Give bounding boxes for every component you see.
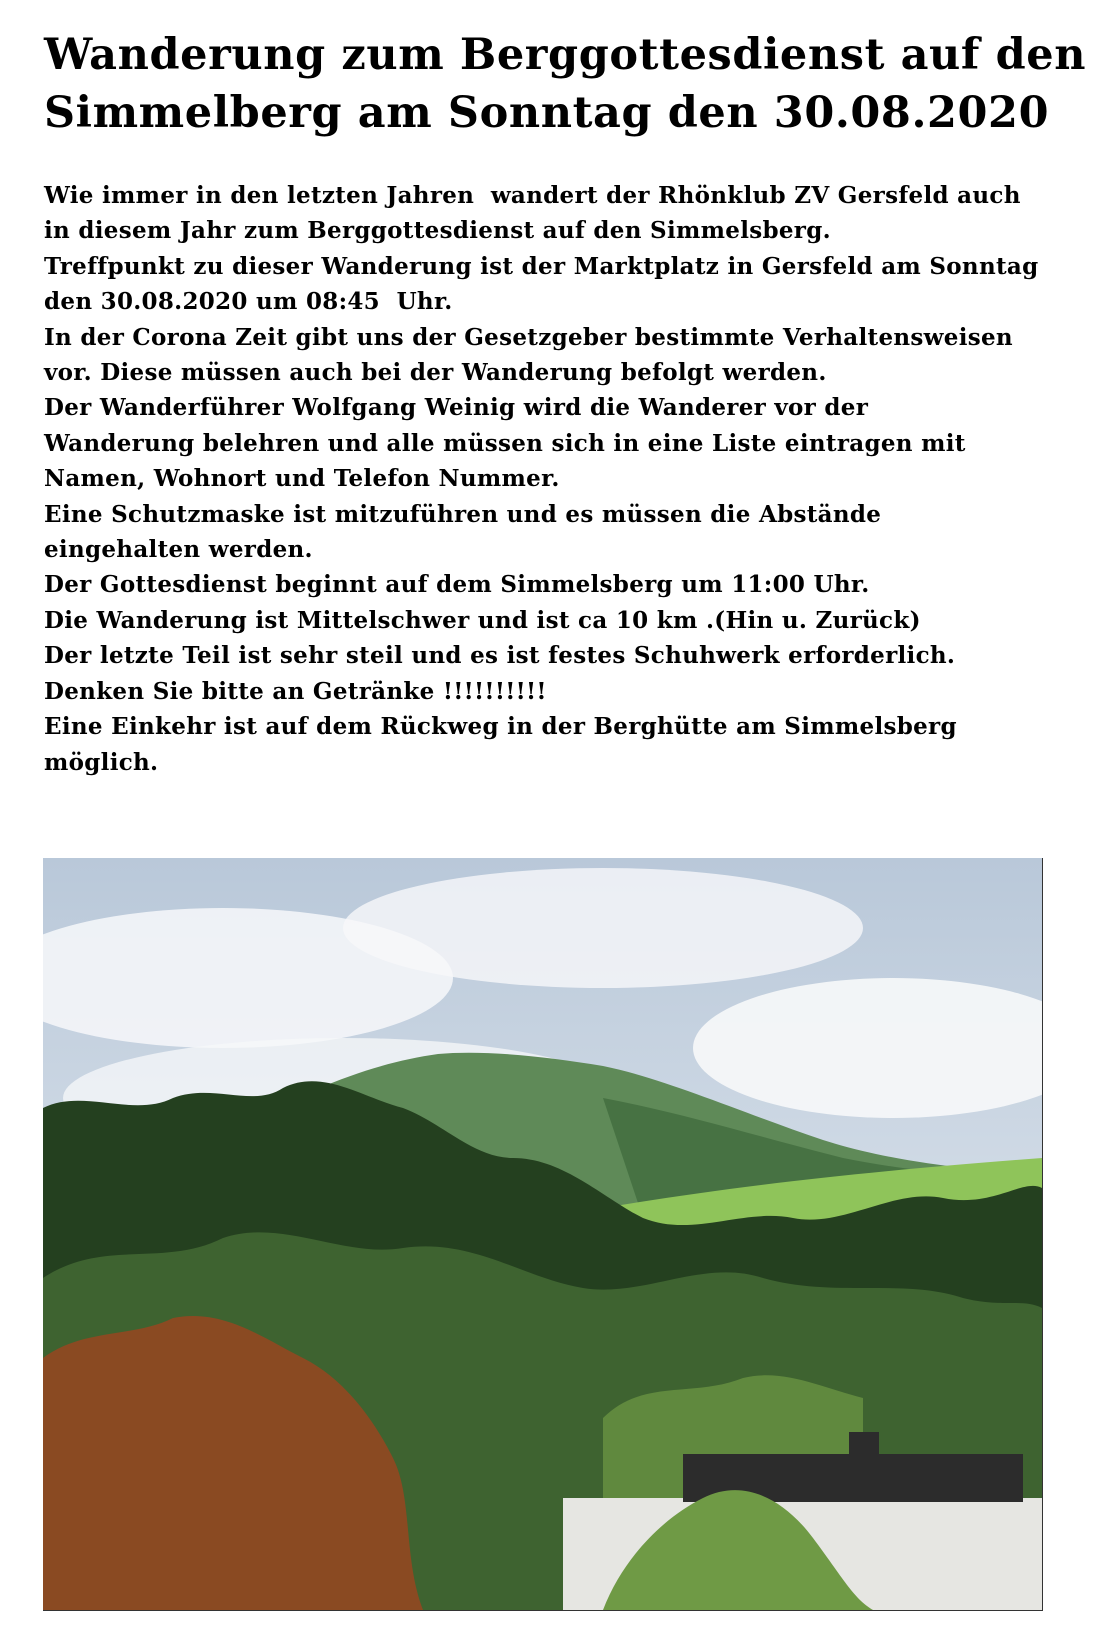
body-line: Wie immer in den letzten Jahren wandert der Rhönklub ZV Gersfeld auch <box>44 182 1021 209</box>
document-title <box>44 26 1087 142</box>
body-line: Der Wanderführer Wolfgang Weinig wird die Wanderer vor der <box>44 394 869 422</box>
body-line: möglich. <box>44 748 159 776</box>
body-line: Der letzte Teil ist sehr steil und es ist festes Schuhwerk erforderlich. <box>44 642 956 670</box>
body-line: vor. Diese müssen auch bei der Wanderung befolgt werden. <box>44 359 827 387</box>
body-line: eingehalten werden. <box>44 536 313 564</box>
landscape-photo <box>43 858 1043 1611</box>
body-line: in diesem Jahr zum Berggottesdienst auf den Simmelsberg. <box>44 217 831 245</box>
document-body <box>44 178 1094 780</box>
body-line: den 30.08.2020 um 08:45 Uhr. <box>44 288 453 316</box>
title-line-1: Wanderung zum Berggottesdienst auf den <box>44 30 1087 80</box>
body-line: In der Corona Zeit gibt uns der Gesetzgeber bestimmte Verhaltensweisen <box>44 323 1013 351</box>
title-line-2: Simmelberg am Sonntag den 30.08.2020 <box>44 88 1050 138</box>
body-line: Wanderung belehren und alle müssen sich in eine Liste eintragen mit <box>44 429 966 457</box>
body-line: Der Gottesdienst beginnt auf dem Simmelsberg um 11:00 Uhr. <box>44 571 870 599</box>
body-line: Die Wanderung ist Mittelschwer und ist ca 10 km .(Hin u. Zurück) <box>44 606 921 634</box>
body-line: Denken Sie bitte an Getränke !!!!!!!!!! <box>44 677 547 705</box>
body-line: Eine Schutzmaske ist mitzuführen und es müssen die Abstände <box>44 500 882 528</box>
body-line: Namen, Wohnort und Telefon Nummer. <box>44 465 560 493</box>
body-line: Eine Einkehr ist auf dem Rückweg in der Berghütte am Simmelsberg <box>44 713 957 741</box>
landscape-illustration <box>43 858 1042 1610</box>
body-line: Treffpunkt zu dieser Wanderung ist der Marktplatz in Gersfeld am Sonntag <box>44 252 1039 280</box>
